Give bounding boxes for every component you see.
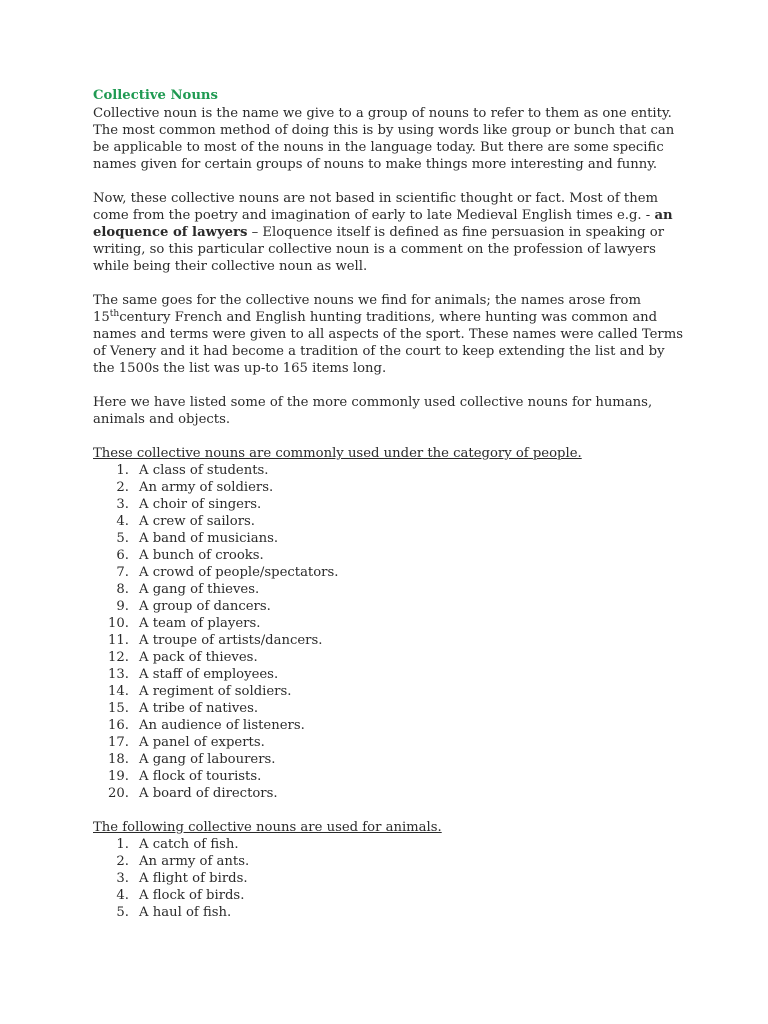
- list-item: [93, 513, 683, 530]
- list-item-number: 10.: [108, 616, 129, 631]
- list-item: [93, 734, 683, 751]
- list-item-number: 7.: [116, 565, 129, 580]
- list-item: [93, 632, 683, 649]
- list-item-number: 16.: [108, 718, 129, 733]
- list-item-number: 2.: [116, 480, 129, 495]
- list-item: [93, 530, 683, 547]
- paragraph-origins-text-1: Now, these collective nouns are not based in scientific thought or fact. Most of them come from the poetry and imagination of early to late Medieval English times e.g. -: [93, 191, 659, 223]
- list-item: [93, 751, 683, 768]
- list-item-number: 18.: [108, 752, 129, 767]
- list-item-text: A choir of singers.: [139, 497, 262, 512]
- list-item-number: 8.: [116, 582, 129, 597]
- list-item: [93, 462, 683, 479]
- list-item-text: A catch of fish.: [139, 837, 239, 852]
- list-item-number: 13.: [108, 667, 129, 682]
- people-list: [93, 462, 683, 802]
- list-item-text: A gang of labourers.: [139, 752, 276, 767]
- paragraph-animals-text-2: century French and English hunting traditions, where hunting was common and names and terms were given to all aspects of the sport. These names were called Terms of Venery and it had become a tradition of the court to keep extending the list and by the 1500s the list was up-to 165 items long.: [93, 310, 684, 376]
- animals-list: [93, 836, 683, 921]
- list-item-number: 19.: [108, 769, 129, 784]
- list-item: [93, 836, 683, 853]
- document-page: [93, 87, 683, 938]
- list-item-text: A flock of birds.: [139, 888, 245, 903]
- list-item-text: A flock of tourists.: [139, 769, 262, 784]
- list-item-text: An audience of listeners.: [139, 718, 305, 733]
- list-item-text: A class of students.: [139, 463, 269, 478]
- document-title: Collective Nouns: [93, 88, 218, 103]
- list-item-text: A bunch of crooks.: [139, 548, 264, 563]
- list-item-number: 5.: [116, 905, 129, 920]
- list-item-number: 4.: [116, 514, 129, 529]
- list-item: [93, 581, 683, 598]
- list-item-text: A panel of experts.: [139, 735, 265, 750]
- list-item-number: 3.: [116, 871, 129, 886]
- list-item-text: A pack of thieves.: [139, 650, 258, 665]
- list-item-number: 14.: [108, 684, 129, 699]
- list-item-number: 9.: [116, 599, 129, 614]
- list-item: [93, 666, 683, 683]
- paragraph-origins-bold: an eloquence of lawyers: [93, 208, 673, 240]
- superscript-th: th: [109, 309, 120, 319]
- list-item-number: 4.: [116, 888, 129, 903]
- list-item: [93, 683, 683, 700]
- list-item: [93, 496, 683, 513]
- paragraph-origins: [93, 190, 683, 275]
- list-item-text: A troupe of artists/dancers.: [139, 633, 323, 648]
- list-item-text: A staff of employees.: [139, 667, 279, 682]
- list-item-text: A haul of fish.: [139, 905, 232, 920]
- list-item-number: 5.: [116, 531, 129, 546]
- list-item-text: An army of soldiers.: [139, 480, 274, 495]
- people-list-heading: These collective nouns are commonly used under the category of people.: [93, 446, 582, 461]
- list-item: [93, 768, 683, 785]
- list-item: [93, 904, 683, 921]
- list-item: [93, 564, 683, 581]
- list-item-text: A regiment of soldiers.: [139, 684, 292, 699]
- list-item-text: A crowd of people/spectators.: [139, 565, 339, 580]
- paragraph-animals: [93, 292, 683, 377]
- list-item-number: 1.: [116, 837, 129, 852]
- list-item: [93, 785, 683, 802]
- list-item-text: A team of players.: [139, 616, 261, 631]
- list-item-text: A band of musicians.: [139, 531, 279, 546]
- paragraph-intro: Collective noun is the name we give to a group of nouns to refer to them as one entity. The most common method of doing this is by using words like group or bunch that can be applicable to most of the nouns in the language today. But there are some specific names given for certain groups of nouns to make things more interesting and funny.: [93, 106, 675, 172]
- list-item: [93, 887, 683, 904]
- list-item-number: 11.: [108, 633, 129, 648]
- list-item-number: 1.: [116, 463, 129, 478]
- list-item: [93, 598, 683, 615]
- list-item: [93, 700, 683, 717]
- list-item-text: A flight of birds.: [139, 871, 248, 886]
- list-item-text: A tribe of natives.: [139, 701, 259, 716]
- list-item-number: 2.: [116, 854, 129, 869]
- list-item-text: An army of ants.: [139, 854, 250, 869]
- list-item: [93, 649, 683, 666]
- list-item-number: 3.: [116, 497, 129, 512]
- list-item-number: 15.: [108, 701, 129, 716]
- animals-list-heading: The following collective nouns are used for animals.: [93, 820, 442, 835]
- list-item-number: 12.: [108, 650, 129, 665]
- list-item-text: A gang of thieves.: [139, 582, 260, 597]
- list-item: [93, 870, 683, 887]
- list-item: [93, 547, 683, 564]
- list-item: [93, 479, 683, 496]
- list-item-number: 6.: [116, 548, 129, 563]
- list-item-number: 17.: [108, 735, 129, 750]
- list-item-text: A board of directors.: [139, 786, 278, 801]
- paragraph-listing-intro: Here we have listed some of the more commonly used collective nouns for humans, animals and objects.: [93, 395, 653, 427]
- paragraph-origins-text-2: – Eloquence itself is defined as fine persuasion in speaking or writing, so this particular collective noun is a comment on the profession of lawyers while being their collective noun as well.: [93, 225, 665, 274]
- list-item-text: A crew of sailors.: [139, 514, 255, 529]
- paragraph-animals-text-1: The same goes for the collective nouns we find for animals; the names arose from 15: [93, 293, 641, 325]
- list-item-number: 20.: [108, 786, 129, 801]
- list-item: [93, 717, 683, 734]
- list-item-text: A group of dancers.: [139, 599, 271, 614]
- list-item: [93, 853, 683, 870]
- list-item: [93, 615, 683, 632]
